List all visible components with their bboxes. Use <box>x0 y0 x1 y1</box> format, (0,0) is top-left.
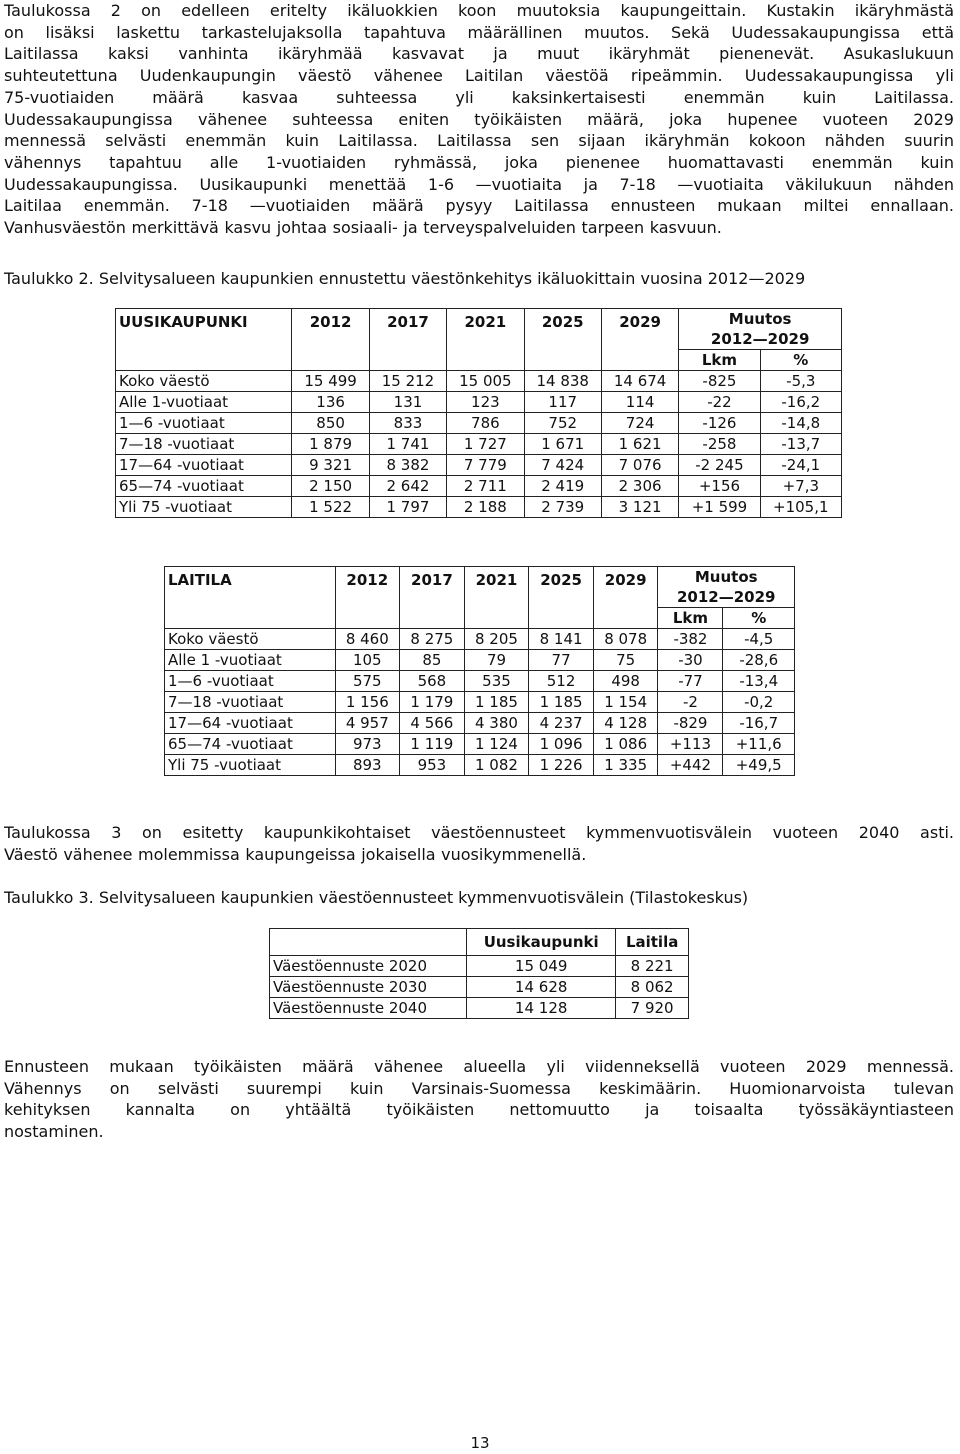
lkm-cell: -22 <box>679 392 760 413</box>
lkm-cell: +442 <box>658 755 723 776</box>
paragraph-line: Taulukossa 2 on edelleen eritelty ikäluokkien koon muutoksia kaupungeittain. Kustakin ikäryhmästä <box>4 1 954 20</box>
table-cell: 4 957 <box>335 713 400 734</box>
table-cell: 75 <box>593 650 658 671</box>
table-cell: 833 <box>369 413 446 434</box>
table-cell: 850 <box>292 413 369 434</box>
table-vaestoennuste <box>269 928 689 1019</box>
table-cell: 1 096 <box>529 734 594 755</box>
table-cell: 1 185 <box>464 692 529 713</box>
table-cell: 1 879 <box>292 434 369 455</box>
table-cell: 2 188 <box>447 497 524 518</box>
table-cell: 136 <box>292 392 369 413</box>
paragraph-line: Taulukossa 3 on esitetty kaupunkikohtaiset väestöennusteet kymmenvuotisvälein vuoteen 2040 asti. <box>4 823 954 842</box>
table-row <box>116 413 842 434</box>
year-header: 2012 <box>335 567 400 629</box>
lkm-cell: -825 <box>679 371 760 392</box>
row-label: Yli 75 -vuotiaat <box>116 497 292 518</box>
table-row <box>116 497 842 518</box>
muutos-range: 2012—2029 <box>679 329 842 350</box>
table-row <box>165 755 795 776</box>
pct-cell: -0,2 <box>723 692 795 713</box>
year-header: 2021 <box>447 309 524 371</box>
pct-cell: -16,7 <box>723 713 795 734</box>
table-cell: 123 <box>447 392 524 413</box>
table-cell: 568 <box>400 671 465 692</box>
row-label: Alle 1-vuotiaat <box>116 392 292 413</box>
year-header: 2017 <box>400 567 465 629</box>
table-cell: 893 <box>335 755 400 776</box>
table-cell: 498 <box>593 671 658 692</box>
table-cell: 14 628 <box>467 977 616 998</box>
table-cell: 1 226 <box>529 755 594 776</box>
row-label: 65—74 -vuotiaat <box>116 476 292 497</box>
lkm-cell: -258 <box>679 434 760 455</box>
paragraph-taulukko-3-intro <box>4 822 958 865</box>
table-cell: 117 <box>524 392 601 413</box>
table-cell: 1 335 <box>593 755 658 776</box>
table-title: LAITILA <box>165 567 336 629</box>
table-cell: 131 <box>369 392 446 413</box>
lkm-cell: +113 <box>658 734 723 755</box>
table-cell: 4 566 <box>400 713 465 734</box>
table-row <box>270 956 689 977</box>
table-cell: 114 <box>601 392 678 413</box>
table-cell: 1 156 <box>335 692 400 713</box>
column-header: Uusikaupunki <box>467 929 616 956</box>
column-header <box>270 929 467 956</box>
table-cell: 15 212 <box>369 371 446 392</box>
header-row <box>165 567 795 588</box>
year-header: 2017 <box>369 309 446 371</box>
row-label: 7—18 -vuotiaat <box>116 434 292 455</box>
table-cell: 4 380 <box>464 713 529 734</box>
table-cell: 786 <box>447 413 524 434</box>
paragraph-line: Vähennys on selvästi suurempi kuin Varsinais-Suomessa keskimäärin. Huomionarvoista tulevan <box>4 1078 954 1098</box>
lkm-cell: +156 <box>679 476 760 497</box>
table-cell: 752 <box>524 413 601 434</box>
paragraph-line: suhteutettuna Uudenkaupungin väestö vähenee Laitilan väestöä ripeämmin. Uudessakaupungissa yli <box>4 66 954 86</box>
table-row <box>270 998 689 1019</box>
pct-cell: -13,4 <box>723 671 795 692</box>
table-row <box>116 476 842 497</box>
table-cell: 8 141 <box>529 629 594 650</box>
table-cell: 953 <box>400 755 465 776</box>
paragraph-line: Ennusteen mukaan työikäisten määrä vähenee alueella yli viidenneksellä vuoteen 2029 mennessä. <box>4 1057 954 1076</box>
paragraph-line: Laitilassa kaksi vanhinta ikäryhmää kasvavat ja muut ikäryhmät pienenevät. Asukaslukuun <box>4 44 954 64</box>
row-label: 65—74 -vuotiaat <box>165 734 336 755</box>
table-cell: 15 005 <box>447 371 524 392</box>
muutos-range: 2012—2029 <box>658 587 795 608</box>
table-cell: 1 727 <box>447 434 524 455</box>
table-cell: 1 522 <box>292 497 369 518</box>
table-cell: 575 <box>335 671 400 692</box>
pct-header: % <box>760 350 841 371</box>
table-row <box>165 629 795 650</box>
table-cell: 1 797 <box>369 497 446 518</box>
row-label: 17—64 -vuotiaat <box>116 455 292 476</box>
table-cell: 7 779 <box>447 455 524 476</box>
table-cell: 8 221 <box>616 956 689 977</box>
table-cell: 1 179 <box>400 692 465 713</box>
pct-cell: -16,2 <box>760 392 841 413</box>
paragraph-tyoikaiset <box>4 1056 958 1143</box>
table-cell: 7 076 <box>601 455 678 476</box>
table-row <box>165 734 795 755</box>
paragraph-line: Vanhusväestön merkittävä kasvu johtaa sosiaali- ja terveyspalveluiden tarpeen kasvuun. <box>4 218 722 238</box>
row-label: Väestöennuste 2020 <box>270 956 467 977</box>
table-uusikaupunki <box>115 308 842 518</box>
caption-taulukko-2: Taulukko 2. Selvitysalueen kaupunkien ennustettu väestönkehitys ikäluokittain vuosina 2012—2029 <box>4 269 806 288</box>
row-label: 17—64 -vuotiaat <box>165 713 336 734</box>
table-cell: 724 <box>601 413 678 434</box>
table-cell: 15 499 <box>292 371 369 392</box>
table-cell: 2 739 <box>524 497 601 518</box>
row-label: Väestöennuste 2030 <box>270 977 467 998</box>
table-cell: 8 062 <box>616 977 689 998</box>
row-label: Väestöennuste 2040 <box>270 998 467 1019</box>
table-cell: 7 424 <box>524 455 601 476</box>
table-cell: 2 642 <box>369 476 446 497</box>
table-row <box>165 692 795 713</box>
paragraph-line: on lisäksi laskettu tarkastelujaksolla tapahtuva määrällinen muutos. Sekä Uudessakaupungissa että <box>4 22 954 42</box>
row-label: 1—6 -vuotiaat <box>116 413 292 434</box>
paragraph-line: mennessä selvästi enemmän kuin Laitilassa. Laitilassa sen sijaan ikäryhmän kokoon nähden suurin <box>4 131 954 151</box>
table-cell: 512 <box>529 671 594 692</box>
pct-cell: -28,6 <box>723 650 795 671</box>
lkm-cell: -2 <box>658 692 723 713</box>
pct-cell: -5,3 <box>760 371 841 392</box>
table-cell: 1 154 <box>593 692 658 713</box>
lkm-cell: -30 <box>658 650 723 671</box>
table-cell: 1 082 <box>464 755 529 776</box>
table-cell: 7 920 <box>616 998 689 1019</box>
paragraph-line: Laitilaa enemmän. 7-18 —vuotiaiden määrä pysyy Laitilassa ennusteen mukaan miltei ennallaan. <box>4 196 954 216</box>
paragraph-line: Uudessakaupungissa. Uusikaupunki menettää 1-6 —vuotiaita ja 7-18 —vuotiaita väkilukuun nähden <box>4 174 954 194</box>
table-cell: 105 <box>335 650 400 671</box>
table-cell: 14 128 <box>467 998 616 1019</box>
table-cell: 2 711 <box>447 476 524 497</box>
table-row <box>270 977 689 998</box>
table-cell: 1 086 <box>593 734 658 755</box>
table-cell: 8 275 <box>400 629 465 650</box>
paragraph-line: kehityksen kannalta on yhtäältä työikäisten nettomuutto ja toisaalta työssäkäyntiasteen <box>4 1100 954 1120</box>
table-cell: 9 321 <box>292 455 369 476</box>
table-laitila <box>164 566 795 776</box>
table-row <box>116 392 842 413</box>
table-row <box>116 434 842 455</box>
lkm-cell: +1 599 <box>679 497 760 518</box>
lkm-cell: -829 <box>658 713 723 734</box>
table-cell: 1 671 <box>524 434 601 455</box>
paragraph-line: Uudessakaupungissa vähenee suhteessa eniten työikäisten määrä, joka hupenee vuoteen 2029 <box>4 109 954 129</box>
paragraph-age-groups <box>4 0 958 239</box>
row-label: 1—6 -vuotiaat <box>165 671 336 692</box>
table-cell: 1 621 <box>601 434 678 455</box>
table-cell: 2 419 <box>524 476 601 497</box>
table-cell: 77 <box>529 650 594 671</box>
lkm-cell: -77 <box>658 671 723 692</box>
header-row <box>270 929 689 956</box>
table-cell: 2 306 <box>601 476 678 497</box>
table-cell: 15 049 <box>467 956 616 977</box>
table-row <box>116 371 842 392</box>
table-cell: 1 741 <box>369 434 446 455</box>
table-cell: 3 121 <box>601 497 678 518</box>
column-header: Laitila <box>616 929 689 956</box>
lkm-cell: -126 <box>679 413 760 434</box>
muutos-header: Muutos <box>679 309 842 330</box>
pct-cell: -24,1 <box>760 455 841 476</box>
table-row <box>165 650 795 671</box>
table-cell: 2 150 <box>292 476 369 497</box>
header-row <box>116 309 842 330</box>
row-label: Alle 1 -vuotiaat <box>165 650 336 671</box>
table-cell: 85 <box>400 650 465 671</box>
table-row <box>165 713 795 734</box>
lkm-header: Lkm <box>679 350 760 371</box>
pct-cell: -13,7 <box>760 434 841 455</box>
page-number: 13 <box>470 1434 490 1452</box>
pct-cell: +105,1 <box>760 497 841 518</box>
year-header: 2029 <box>593 567 658 629</box>
table-cell: 4 128 <box>593 713 658 734</box>
muutos-header: Muutos <box>658 567 795 588</box>
table-cell: 1 119 <box>400 734 465 755</box>
pct-cell: -14,8 <box>760 413 841 434</box>
table-cell: 1 185 <box>529 692 594 713</box>
row-label: Koko väestö <box>116 371 292 392</box>
year-header: 2025 <box>524 309 601 371</box>
row-label: Koko väestö <box>165 629 336 650</box>
table-cell: 8 460 <box>335 629 400 650</box>
year-header: 2029 <box>601 309 678 371</box>
lkm-cell: -2 245 <box>679 455 760 476</box>
pct-header: % <box>723 608 795 629</box>
pct-cell: +7,3 <box>760 476 841 497</box>
pct-cell: +49,5 <box>723 755 795 776</box>
paragraph-line: 75-vuotiaiden määrä kasvaa suhteessa yli kaksinkertaisesti enemmän kuin Laitilassa. <box>4 87 954 107</box>
table-cell: 1 124 <box>464 734 529 755</box>
table-cell: 8 205 <box>464 629 529 650</box>
row-label: Yli 75 -vuotiaat <box>165 755 336 776</box>
table-cell: 8 382 <box>369 455 446 476</box>
table-cell: 973 <box>335 734 400 755</box>
paragraph-line: vähennys tapahtuu alle 1-vuotiaiden ryhmässä, joka pienenee huomattavasti enemmän kuin <box>4 152 954 172</box>
paragraph-line: Väestö vähenee molemmissa kaupungeissa jokaisella vuosikymmenellä. <box>4 844 587 864</box>
table-row <box>116 455 842 476</box>
pct-cell: +11,6 <box>723 734 795 755</box>
row-label: 7—18 -vuotiaat <box>165 692 336 713</box>
table-cell: 14 674 <box>601 371 678 392</box>
lkm-cell: -382 <box>658 629 723 650</box>
table-row <box>165 671 795 692</box>
table-cell: 8 078 <box>593 629 658 650</box>
year-header: 2012 <box>292 309 369 371</box>
lkm-header: Lkm <box>658 608 723 629</box>
table-cell: 79 <box>464 650 529 671</box>
paragraph-line: nostaminen. <box>4 1122 104 1142</box>
table-title: UUSIKAUPUNKI <box>116 309 292 371</box>
year-header: 2021 <box>464 567 529 629</box>
table-cell: 4 237 <box>529 713 594 734</box>
table-cell: 535 <box>464 671 529 692</box>
year-header: 2025 <box>529 567 594 629</box>
caption-taulukko-3: Taulukko 3. Selvitysalueen kaupunkien väestöennusteet kymmenvuotisvälein (Tilastokeskus) <box>4 888 749 907</box>
table-cell: 14 838 <box>524 371 601 392</box>
pct-cell: -4,5 <box>723 629 795 650</box>
